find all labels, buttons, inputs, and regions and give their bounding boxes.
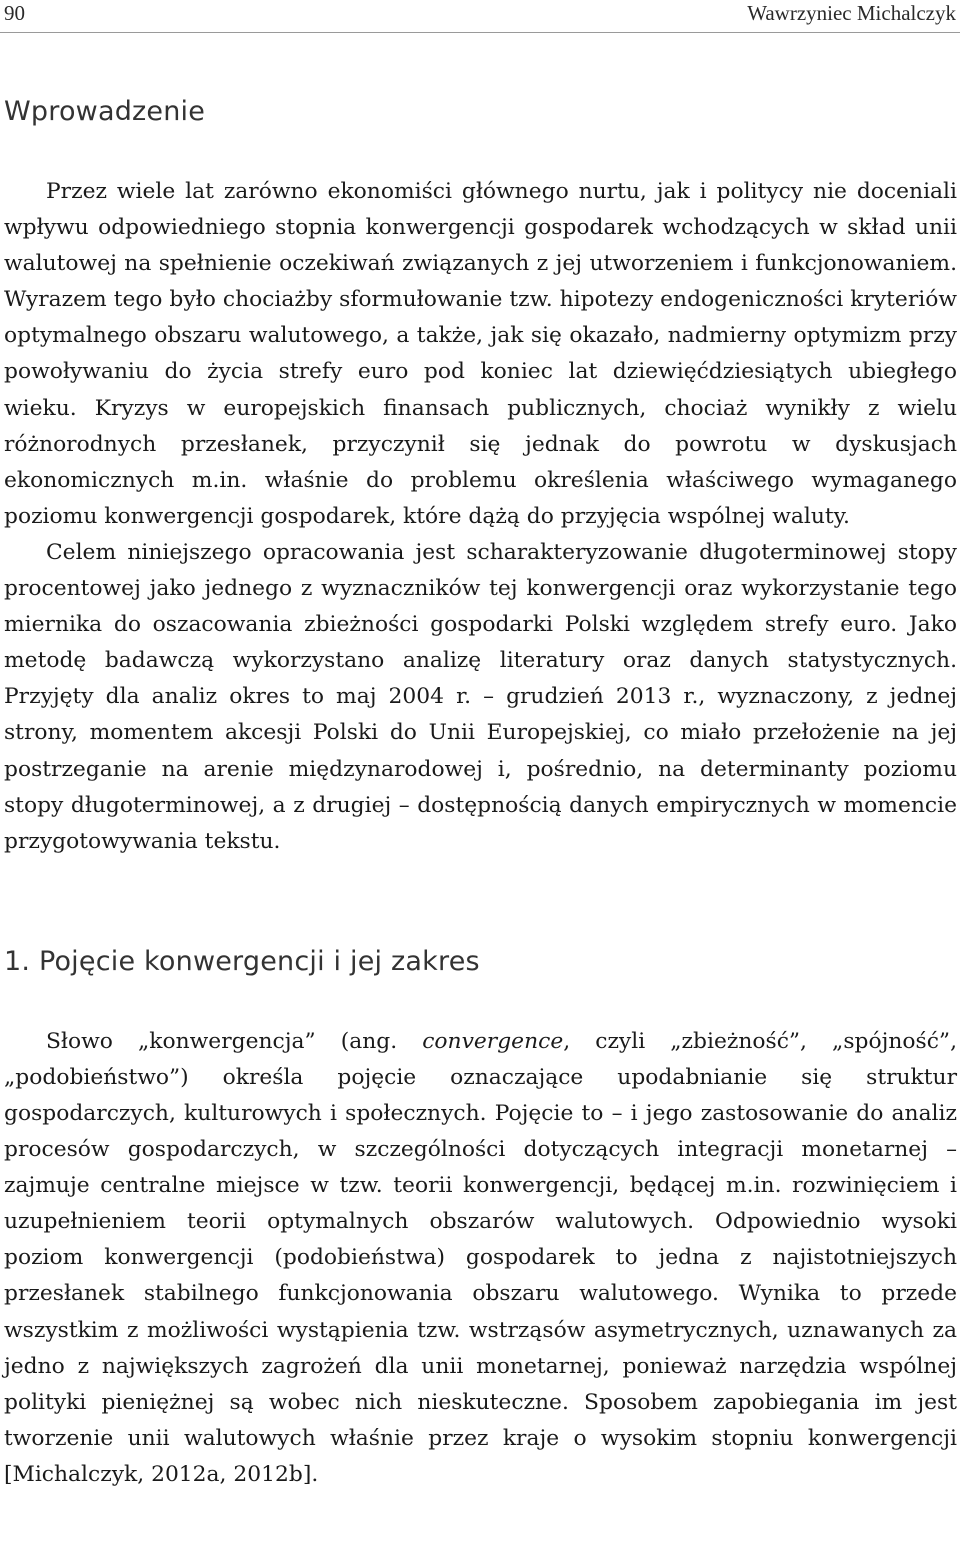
header-author: Wawrzyniec Michalczyk xyxy=(747,1,956,25)
intro-body xyxy=(4,174,957,860)
intro-paragraph-1: Przez wiele lat zarówno ekonomiści głównego nurtu, jak i politycy nie doceniali wpływu odpowiedniego stopnia konwergencji gospodarek wchodzących w skład unii walutowej na spełnienie oczekiwań związanych z jej utworzeniem i funkcjonowaniem. Wyrazem tego było chociażby sformułowanie tzw. hipotezy endogeniczności kryteriów optymalnego obszaru walutowego, a także, jak się okazało, nadmierny optymizm przy powoływaniu do życia strefy euro pod koniec lat dziewięćdziesiątych ubiegłego wieku. Kryzys w europejskich finansach publicznych, chociaż wynikły z wielu różnorodnych przesłanek, przyczynił się jednak do powrotu w dyskusjach ekonomicznych m.in. właśnie do problemu określenia właściwego wymaganego poziomu konwergencji gospodarek, które dążą do przyjęcia wspólnej waluty. xyxy=(4,179,957,529)
page-number: 90 xyxy=(4,1,25,25)
section-1-body xyxy=(4,1024,957,1493)
italic-term: convergence xyxy=(422,1028,564,1054)
page-content xyxy=(4,92,957,1493)
paragraph-text-start: Słowo „konwergencja” (ang. xyxy=(46,1028,423,1054)
section-1-paragraph xyxy=(4,1024,957,1493)
running-header xyxy=(0,0,960,33)
section-title-1: 1. Pojęcie konwergencji i jej zakres xyxy=(4,945,480,977)
section-title-intro: Wprowadzenie xyxy=(4,96,206,127)
paragraph-text-rest: , czyli „zbieżność”, „spójność”, „podobieństwo”) określa pojęcie oznaczające upodabnianie się struktur gospodarczych, kulturowych i społecznych. Pojęcie to – i jego zastosowanie do analiz procesów gospodarczych, w szczególności dotyczących integracji monetarnej – zajmuje centralne miejsce w tzw. teorii konwergencji, będącej m.in. rozwinięciem i uzupełnieniem teorii optymalnych obszarów walutowych. Odpowiednio wysoki poziom konwergencji (podobieństwa) gospodarek to jedna z najistotniejszych przesłanek stabilnego funkcjonowania obszaru walutowego. Wynika to przede wszystkim z możliwości wystąpienia tzw. wstrząsów asymetrycznych, uznawanych za jedno z największych zagrożeń dla unii monetarnej, ponieważ narzędzia wspólnej polityki pieniężnej są wobec nich nieskuteczne. Sposobem zapobiegania im jest tworzenie unii walutowych właśnie przez kraje o wysokim stopniu konwergencji [Michalczyk, 2012a, 2012b]. xyxy=(4,1028,957,1487)
intro-paragraph-2: Celem niniejszego opracowania jest scharakteryzowanie długoterminowej stopy procentowej jako jednego z wyznaczników tej konwergencji oraz wykorzystanie tego miernika do oszacowania zbieżności gospodarki Polski względem strefy euro. Jako metodę badawczą wykorzystano analizę literatury oraz danych statystycznych. Przyjęty dla analiz okres to maj 2004 r. – grudzień 2013 r., wyznaczony, z jednej strony, momentem akcesji Polski do Unii Europejskiej, co miało przełożenie na jej postrzeganie na arenie międzynarodowej i, pośrednio, na determinanty poziomu stopy długoterminowej, a z drugiej – dostępnością danych empirycznych w momencie przygotowywania tekstu. xyxy=(4,539,957,854)
